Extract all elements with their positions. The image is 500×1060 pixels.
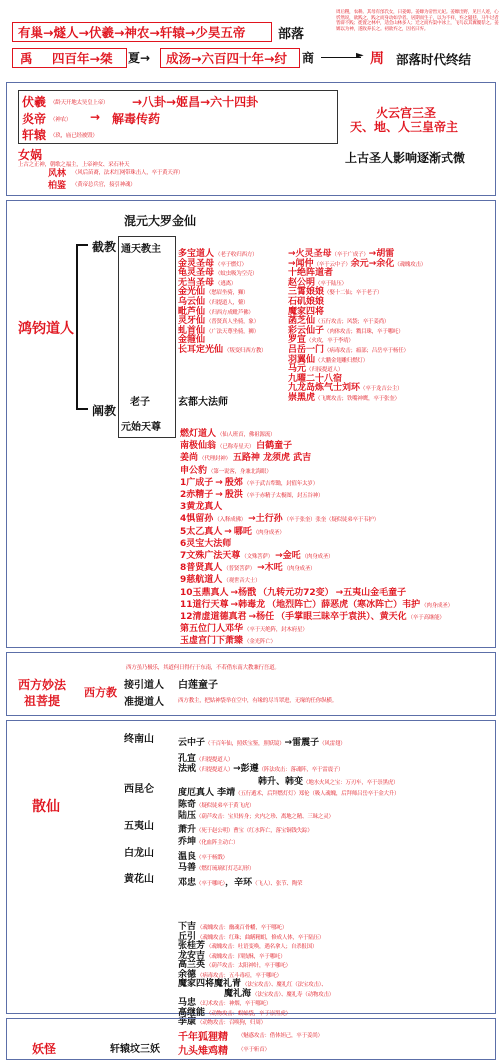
tail-name: 魔家四将魔礼青 [178, 979, 242, 989]
chan-name: 1广成子 [180, 477, 214, 488]
jie-col2-name: 十绝阵道者 [288, 268, 334, 279]
sanxian-name: →雷震子 [284, 738, 320, 748]
sanxian-name: 乔坤 [178, 837, 197, 847]
chan-name: 白鹤童子 [256, 441, 293, 452]
sanxian-note: （红水阵亡，落宝铜钱失踪） [243, 828, 313, 834]
yaoguai: 妖怪 [32, 1042, 57, 1056]
chan-note: （代理封神） [199, 456, 231, 463]
chan-name: 五路神 龙须虎 武吉 [232, 453, 312, 464]
tail-note: （魂魄攻击：幽魂百骨幡，卒于哪吒） [197, 925, 288, 931]
xuanyuan-note: （玖，庙已经被毁） [50, 133, 98, 139]
jie-note: （广法天尊坐骑，狮） [206, 328, 260, 335]
jie-row [178, 241, 395, 259]
sanxian-note: （地水火风之宝：万刃车，卒于崇黑虎） [303, 780, 399, 786]
tail-note: （魂魄攻击：吐语变唤，遇名拿人；自杀报国） [206, 944, 318, 950]
west-title-2: 祖菩提 [24, 694, 61, 708]
chan-note: （卒于高继能） [407, 615, 445, 621]
pheasant-note: （卒于斩首） [238, 1047, 270, 1053]
chain2-shang-label: 商 [302, 51, 315, 65]
yandi-medicine: 解毒传药 [112, 112, 161, 126]
chan-name: 殷洪 [224, 490, 243, 500]
sanxian-mountain: 五夷山 [124, 821, 154, 832]
chan-name: →五夷山金毛童子 [335, 587, 407, 598]
jie-col2-note: （五行攻击；风袋；卒于姜尚） [315, 319, 390, 326]
tail-note: （幻术攻击：神烟，卒于哪吒） [197, 1001, 272, 1007]
sanxian-note: （风雷翅） [319, 741, 346, 747]
baijian-note: （黄帝总兵官，接引神魂） [72, 182, 136, 188]
chan-name: 2赤精子 [180, 490, 214, 500]
jie-note: （普贤真人坐骑，象） [206, 319, 260, 326]
sanxian-note: （卒于哪吒） [196, 881, 226, 887]
jie-col2-name: 菡芝仙 [288, 316, 316, 327]
chan-name: →木吒 [257, 563, 283, 574]
chain2-xia: 夏→ [128, 51, 151, 65]
chan-note: （观世音大士） [223, 578, 261, 585]
sanxian-name: 陈奇 [178, 800, 197, 810]
jie-col2-name: → [288, 258, 296, 269]
jie-col2 [288, 385, 403, 404]
tail-note: （葫芦攻击：太阳神针，卒于哪吒） [206, 963, 291, 969]
tail-name: 季康 [178, 1017, 197, 1027]
chan-note: （入释成佛） [214, 517, 247, 524]
nuwa: 女娲 [18, 148, 43, 162]
sanxian-note: （飞人）、张节、陶荣 [252, 881, 303, 887]
yuanshi: 元始天尊 [121, 422, 161, 433]
sanxian-name: 温良 [178, 852, 197, 862]
chain2-shang: 成汤→六百四十年→纣 [166, 51, 287, 66]
sanxian-note: （死于赵公明）曹宝 [196, 828, 244, 834]
tail-note: （魂魄攻击：红珠；曲鳝精蛆，修成人体，卒于陆压） [197, 934, 325, 941]
chan-name: 玉虚宫门下萧臻 [180, 636, 244, 647]
tail-name: 下吉 [178, 922, 197, 932]
yaoguai-section [6, 1018, 496, 1060]
chan-name: 燃灯道人 [180, 429, 217, 439]
top-section [6, 10, 499, 72]
jie-name: 毗芦仙 [178, 306, 206, 317]
fire-cloud-palace: 火云宫三圣 [376, 106, 437, 120]
chan-name: 6灵宝大法师 [180, 538, 232, 549]
sanxian-name: 萧升 [178, 825, 197, 835]
bracket-top [76, 244, 88, 246]
chan-name: →土行孙 [248, 514, 283, 525]
laozi: 老子 [130, 397, 150, 408]
jie-name: 金箍仙 [178, 335, 206, 346]
chan-note: （卒于张奎）张奎（疑似徒弟卒于韦护） [283, 517, 380, 524]
bracket-bot [76, 408, 88, 410]
chan-note: （肉身成圣） [301, 554, 334, 560]
west-section [6, 652, 496, 716]
zhou-origin-note: 周后稷，农耕。其母有邰氏女，曰姜嫄。姜嫄为帝喾元妃。姜嫄出野，见巨人迹，心忻然说，欲践之，践之而身动如孕者。居期而生子，以为不祥，弃之隘巷，马牛过者皆辟不践；徙置之林中，适会山林多人；迁之而弃渠中冰上，飞鸟以其翼覆荐之。姜嫄以为神，遂收养长之。初欲弃之，因名曰弃。 [336, 10, 499, 32]
sanxian-note: （阵法攻击：落魂阵，卒于雷震子） [258, 767, 344, 773]
chan-name: 南极仙翁 [180, 441, 217, 452]
tail-name: 龙安吉 [178, 950, 206, 961]
tail-name: 高兰英 [178, 960, 206, 970]
chan-name: 12清虚道德真君 [180, 612, 247, 622]
jie-note: （愁眉坐骑，狮） [206, 290, 249, 297]
zhunti: 准提道人 [124, 697, 164, 708]
xuanyuan: 轩辕 [22, 128, 47, 142]
jie-note: （蚊虫吸为空壳） [215, 271, 258, 278]
bailian: 白莲童子 [178, 680, 218, 691]
chan-name: 哪吒 [233, 526, 252, 537]
chan-name: 第五位门人邓华 [180, 624, 244, 635]
jie-col2-name: 石矶娘娘 [288, 297, 325, 307]
sanxian-note: （干百年仙，照妖宝鉴，照妖镜） [205, 741, 285, 747]
sage-decline: 上古圣人影响逐渐式微 [345, 151, 466, 165]
jie-col2-name: → [368, 258, 377, 269]
west-title-1: 西方妙法 [18, 678, 67, 692]
sanxian-name: 邓忠 [178, 878, 197, 888]
sanxian-name: 度厄真人 李靖 [178, 788, 236, 798]
jie-col2-note: （大鹏金翅雕归燃灯） [315, 357, 369, 364]
hunyuan: 混元大罗金仙 [124, 214, 197, 228]
jie-col2-name: 赵公明 [288, 277, 316, 288]
chan-name: 3黄龙真人 [180, 502, 223, 513]
jie-col2-note: （卒于龙吉公主） [360, 386, 403, 393]
chain2-zhou: 周 [370, 51, 384, 67]
tail-note: （法宝攻击）、魔礼红（法宝攻击）、 [242, 982, 327, 988]
yandi-note: （神农） [50, 117, 72, 123]
tongtian: 通天教主 [121, 244, 161, 255]
chan-name: 姜尚 [180, 453, 199, 464]
hongjun: 鸿钧道人 [18, 321, 74, 337]
jie-name: 乌云仙 [178, 297, 206, 307]
sanxian-row [178, 870, 302, 889]
jie-col2-name: 九曜二十八宿 [288, 373, 343, 384]
sanxian-name: 陆压 [178, 811, 197, 821]
tail-name: 余德 [178, 969, 197, 980]
jie-col2-name: → [368, 249, 377, 259]
chan-name: 殷郊 [224, 477, 243, 488]
jie-col2-name: 余元 [350, 258, 369, 269]
tail-name: 丘引 [178, 931, 197, 942]
chan-note: （文殊菩萨） [241, 554, 274, 560]
tail-note: （法宝攻击）、魔礼寿（动物攻击） [252, 991, 335, 998]
jie-col2-note: （肉体攻击；戮目珠，卒于哪吒） [324, 328, 404, 335]
chan-note: （已称寿星天） [217, 444, 255, 451]
jie-col2-name: 三霄娘娘 [288, 287, 325, 298]
jieyin: 接引道人 [124, 680, 164, 691]
fox-name: 千年狐狸精 [178, 1032, 228, 1043]
chan-row [178, 628, 276, 647]
sanxian-note: （葫芦攻击：宝贝转身；火内之珍、离地之精、三昧之灵） [196, 814, 334, 820]
chan-name: （地烈阵亡）薛恶虎（寒冰阵亡）韦护 [267, 599, 421, 610]
nuwa-note: 上古之正神，朝歌之福主，上帝神女、采石补天 [18, 162, 130, 168]
arrow-line [321, 57, 361, 58]
yandi: 炎帝 [22, 112, 47, 126]
chan-name: →杨任 [248, 612, 275, 622]
jie-col2-name: 彩云仙子 [288, 325, 325, 336]
sanxian-note: （归提提道人） [196, 767, 234, 773]
tail-note: （动物攻击：蜈蚣袋，卒于崇黑虎） [206, 1010, 291, 1017]
chan-note: （金光阵亡） [244, 639, 276, 646]
chan-note: （仙人班首，佛祖源流） [217, 432, 276, 438]
bracket-main [76, 244, 78, 410]
sanxian-note: （五行遁术，后拜燃灯灯）郑伦 [235, 791, 310, 797]
sanxian: 散仙 [32, 799, 60, 815]
chan-name: 10玉鼎真人 [180, 587, 229, 598]
chanjiao: 阐教 [92, 404, 117, 418]
chan-name: （九转元功72变） [258, 587, 334, 598]
sanxian-note: （吸人魂魄，后拜师吕岳卒于金大升） [309, 791, 400, 797]
jie-col2-name: 余化 [376, 258, 395, 269]
chan-note: （第一说客，身兼北海眼） [208, 468, 272, 475]
jie-col2-note: （病毒攻击；瘟部；吕岳卒于杨任） [324, 348, 409, 354]
jie-note: （逃离） [215, 280, 237, 287]
jie-note: （叛变归西方教） [224, 348, 267, 354]
chan-name: 申公豹 [180, 465, 208, 476]
three-emperors: 天、地、人三皇帝主 [350, 120, 459, 134]
tail-name: 马忠 [178, 998, 197, 1008]
chan-note: （卒于天绝阵，封木府星） [244, 627, 308, 634]
fenglin-note: （风后苗裔，法术红网带珠击人，卒于黄天祥） [72, 170, 184, 176]
chan-name: → [215, 490, 223, 500]
fuxi-note: （龄天开地太昊皇上帝） [50, 100, 109, 106]
chan-note: （肉身成圣） [252, 529, 285, 536]
jie-col2-name: 崇黑虎 [288, 393, 316, 403]
jie-name: 无当圣母 [178, 277, 215, 288]
fuxi-chain: →八卦→姬昌→六十四卦 [132, 95, 259, 109]
sanxian-mountain: 白龙山 [124, 848, 154, 859]
arrow-head: ► [356, 50, 364, 61]
sanxian-mountain: 西昆仑 [124, 784, 154, 795]
jie-col2-note: （魂魄攻击） [394, 261, 427, 268]
jie-note: （老子收归西方） [215, 252, 258, 258]
jie-col2-name: 九龙岛炼气士刘环 [288, 383, 361, 394]
sanxian-note: （卒于杨戬） [196, 855, 228, 861]
jie-col2-name: 胡雷 [376, 249, 395, 259]
jie-note: （卒于燃灯） [215, 261, 247, 268]
pheasant-name: 九头雉鸡精 [178, 1046, 228, 1057]
jie-col2-note: （卒于陆压） [315, 280, 347, 287]
baijian: 柏鉴 [48, 181, 67, 191]
jie-col2-name: 罗宣 [288, 335, 307, 346]
jie-col2-note: （火攻，卒于李靖） [306, 338, 354, 345]
sanxian-name: →彭遵 [233, 764, 259, 774]
chan-name: 5太乙真人 [180, 526, 223, 537]
tail-note: （魂魄攻击：四肢酥，卒于哪吒） [206, 953, 286, 960]
tail-name: 魔礼海 [224, 988, 252, 999]
tail-name: 张桂芳 [178, 941, 206, 951]
jie-col2-note: （归接提道人） [306, 367, 344, 374]
sanxian-name: 马善 [178, 863, 197, 873]
jie-name: 长耳定光仙 [178, 345, 224, 355]
sanxian-note: （归提提道人） [196, 757, 234, 763]
chan-name: 7文殊广法天尊 [180, 551, 241, 561]
chan-note: （卒于武吉犁锄，封值年太岁） [243, 480, 319, 487]
jie-col2-note: （卒于云中子） [313, 261, 351, 268]
jie-col2-name: 羽翼仙 [288, 354, 316, 365]
fox-note: （魅惑攻击：借体妲己，卒于姜尚） [238, 1033, 323, 1039]
xuandu: 玄都大法师 [178, 397, 228, 408]
era-end: 部落时代终结 [396, 52, 472, 67]
jie-note: （归西方成毗芦佛） [206, 309, 254, 316]
jie-col2-name: 吕岳一门 [288, 345, 325, 355]
chain2-yu: 禹 [20, 51, 33, 66]
chan-name: （手掌眼三昧卒于袁洪）、黄天化 [276, 612, 407, 622]
chan-name: →杨戬 [230, 587, 257, 598]
chan-note: （普贤菩萨） [223, 566, 256, 573]
west-intro: 西方虽乃极乐，其道何日得行于东南，不若借东南大教兼行吾道。 [126, 665, 280, 671]
chan-name: →金吒 [275, 551, 301, 561]
chan-note: （卒于赤精子太极图，封五谷神） [243, 493, 324, 499]
chan-name: 11道行天尊 [180, 599, 229, 610]
chan-name: → [215, 477, 223, 488]
chan-note: （肉身成圣） [283, 566, 316, 573]
fenglin: 风林 [48, 169, 67, 179]
jiejiao: 截教 [92, 240, 117, 254]
jie-name: 龟灵圣母 [178, 268, 215, 279]
jie-col2-name: 闻仲 [295, 258, 314, 269]
chan-note: （肉身成圣） [421, 602, 453, 609]
sanxian-note: （燃灯琉璃灯灯芯幻形） [196, 866, 255, 872]
jie-col2-note: （娶十二仙；卒于老子） [324, 290, 383, 297]
sanxian-name: 云中子 [178, 738, 206, 748]
sanxian-mountain: 黄花山 [124, 874, 154, 885]
fuxi: 伏羲 [22, 95, 47, 109]
jie-col2-name: 马元 [288, 364, 307, 375]
chain1-tail: 部落 [278, 27, 305, 42]
chain1-text: 有巢→燧人→伏羲→神农→轩辕→少昊五帝 [18, 25, 246, 40]
sanxian-note: （化血阵主动亡） [196, 840, 239, 846]
xuanyuan-three: 轩辕坟三妖 [110, 1044, 160, 1055]
chain2-jie: 四百年→桀 [52, 51, 113, 66]
sanxian-name: 韩升、韩变 [258, 777, 304, 787]
tail-note: （动物攻击：召唤狗，归周） [197, 1020, 266, 1026]
tail-name: 高继能 [178, 1007, 206, 1018]
jie-col2-name: 魔家四将 [288, 306, 325, 317]
sanxian-note: （疑似徒弟卒于黄飞虎） [196, 803, 255, 809]
jie-name: 灵牙仙 [178, 316, 206, 327]
chan-name: → [224, 526, 232, 537]
zhunti-note: 西方教主，把姑神袋举在空中，有缘的尽当罩进，无缘的任你纵横。 [178, 698, 338, 704]
sanxian-name: 法戒 [178, 764, 197, 774]
chan-name: 9慈航道人 [180, 575, 223, 586]
jie-name: 金光仙 [178, 287, 206, 298]
sanxian-name: 孔宣 [178, 754, 197, 764]
sanxian-mountain: 终南山 [124, 734, 154, 745]
jie-name: 虬首仙 [178, 325, 206, 336]
chan-name: →韩毒龙 [230, 599, 266, 610]
tail-note: （病毒攻击：五斗毒痘，卒于哪吒） [197, 972, 282, 979]
jie-col2-note: （飞鹰攻击；铁嘴神鹰，卒于张奎） [315, 396, 400, 402]
jie-name: 多宝道人 [178, 249, 215, 259]
jie-note: （归提道人，鳌） [206, 300, 249, 306]
west-branch: 西方教 [84, 686, 117, 699]
sanxian-name: ，辛环 [225, 878, 253, 888]
jie-col2-note: （卒于广成子） [331, 252, 369, 258]
chan-name: 8普贤真人 [180, 563, 223, 574]
yandi-arrow: → [90, 110, 101, 124]
jie-name: 金灵圣母 [178, 258, 215, 269]
chan-name: 4惧留孙 [180, 514, 214, 525]
jie-col2-name: →火灵圣母 [288, 249, 332, 259]
